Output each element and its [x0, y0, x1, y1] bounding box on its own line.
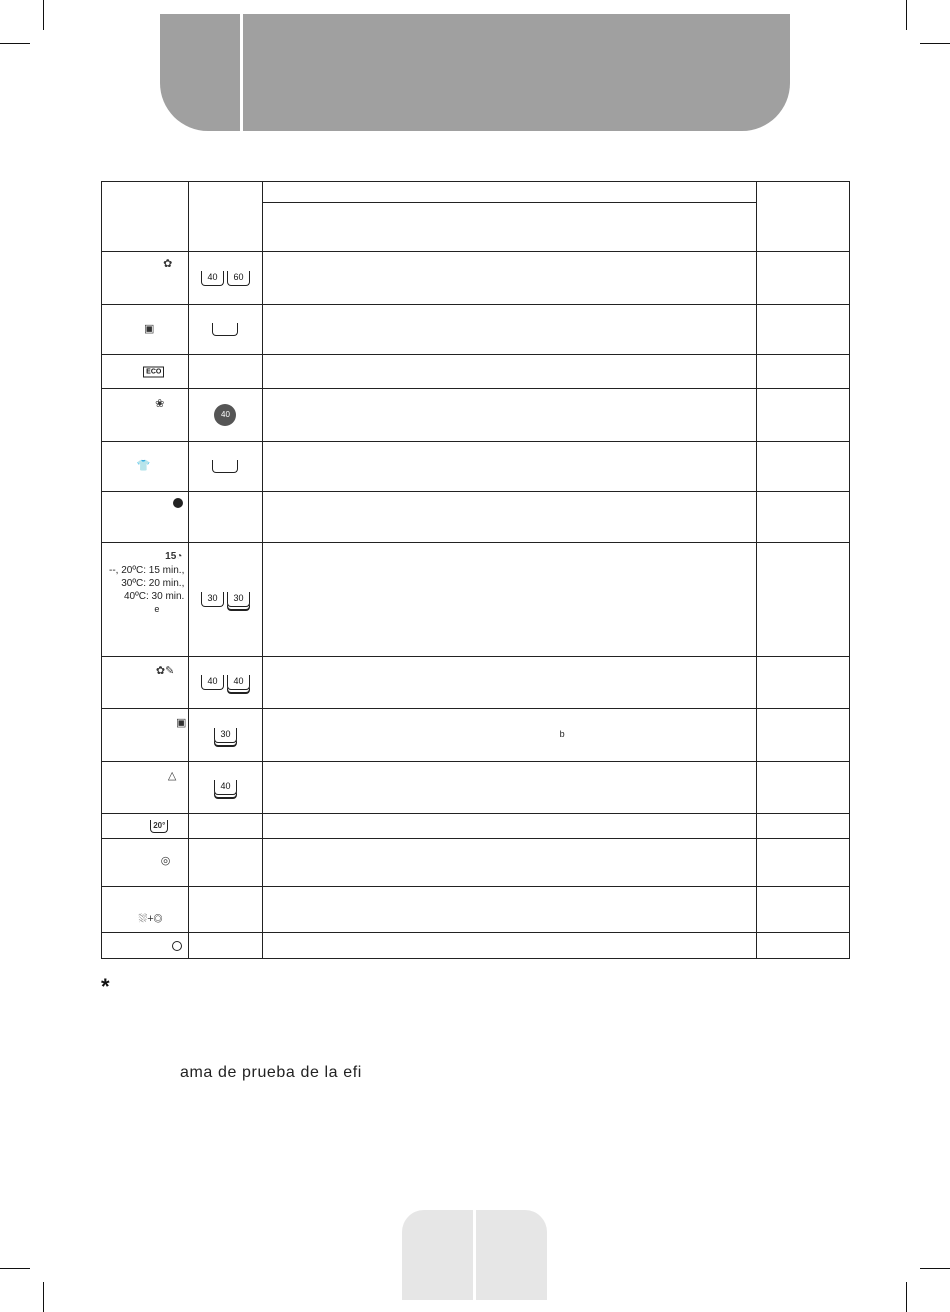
table-row [102, 839, 850, 887]
table-row [102, 709, 850, 762]
symbol-cell [189, 839, 262, 887]
description-cell [262, 762, 756, 814]
program-cell [102, 492, 189, 543]
header-cell-description [262, 182, 756, 203]
extra-cell [756, 762, 849, 814]
delicate-hand-icon: △ [167, 770, 177, 782]
table-row [102, 543, 850, 657]
quick-time-line: 30ºC: 20 min., [121, 578, 185, 589]
symbol-cell [189, 762, 262, 814]
table-row [102, 442, 850, 492]
description-cell [262, 657, 756, 709]
extra-cell [756, 657, 849, 709]
table-row [102, 762, 850, 814]
rinse-spin-plus: + [147, 913, 154, 925]
symbol-cell [189, 442, 262, 492]
header-cell-symbol [189, 182, 262, 252]
wash-60-icon: 60 [227, 271, 250, 286]
wash-tub-icon [212, 460, 238, 473]
wash-30-icon: 30 [201, 592, 224, 607]
spin-only-icon [172, 941, 182, 951]
mixed-icon: ✿✎ [155, 665, 175, 677]
program-cell [102, 442, 189, 492]
description-cell [262, 442, 756, 492]
extra-cell [756, 887, 849, 933]
footnote-letter: b [559, 729, 565, 739]
symbol-cell [189, 709, 262, 762]
symbol-cell [189, 355, 262, 389]
description-cell [262, 933, 756, 959]
symbol-cell [189, 389, 262, 442]
program-cell [102, 762, 189, 814]
delicate-icon: ▣ [175, 717, 187, 729]
quick-wash-times [102, 564, 184, 616]
extra-cell [756, 933, 849, 959]
description-cell [262, 887, 756, 933]
quick-time-note: e [154, 604, 160, 614]
program-cell [102, 355, 189, 389]
extra-cell [756, 442, 849, 492]
extra-cell [756, 389, 849, 442]
cotton-icon: ✿ [163, 258, 173, 270]
description-cell [262, 814, 756, 839]
synthetic-icon: ▣ [143, 323, 155, 335]
symbol-cell [189, 933, 262, 959]
drum-clean-icon: ◎ [160, 855, 171, 867]
symbol-cell [189, 814, 262, 839]
description-cell [262, 839, 756, 887]
program-cell [102, 709, 189, 762]
cold-20-icon: 20° [150, 820, 168, 833]
table-row [102, 305, 850, 355]
quick-time-line: 40ºC: 30 min. [123, 591, 185, 602]
wool-program-icon: ❀ [155, 398, 165, 410]
description-cell [262, 709, 756, 762]
program-cell [102, 305, 189, 355]
table-row [102, 814, 850, 839]
program-cell [102, 389, 189, 442]
header-tab-left [160, 14, 240, 131]
header-cell-extra [756, 182, 849, 252]
wash-tub-icon [212, 323, 238, 336]
symbol-cell [189, 887, 262, 933]
spin-program-icon [173, 498, 183, 508]
footnote-asterisk: * [101, 974, 110, 999]
eco-icon: ECO [143, 366, 164, 377]
wash-40-gentle-icon: 40 [214, 780, 237, 795]
header-cell-subdescription [262, 203, 756, 252]
description-cell [262, 305, 756, 355]
program-cell [102, 657, 189, 709]
description-cell [262, 355, 756, 389]
wash-30-gentle-icon: 30 [227, 592, 250, 607]
quick-15-label: 15 [165, 551, 177, 562]
quick-15-icon: 15◔ [165, 551, 183, 562]
table-row [102, 355, 850, 389]
crop-mark [906, 0, 907, 30]
table-row [102, 252, 850, 305]
table-row [102, 887, 850, 933]
program-cell [102, 839, 189, 887]
crop-mark [920, 1268, 950, 1269]
program-cell [102, 814, 189, 839]
description-cell [262, 252, 756, 305]
wash-40-icon: 40 [201, 271, 224, 286]
program-cell [102, 252, 189, 305]
symbol-cell [189, 657, 262, 709]
program-cell [102, 887, 189, 933]
crop-mark [43, 0, 44, 30]
table-row [102, 933, 850, 959]
wash-40-gentle-icon: 40 [227, 675, 250, 690]
program-table [101, 181, 850, 959]
symbol-cell [189, 543, 262, 657]
extra-cell [756, 709, 849, 762]
crop-mark [43, 1282, 44, 1312]
extra-cell [756, 355, 849, 389]
table-row [102, 389, 850, 442]
header-tab-right [243, 14, 790, 131]
footer-tab-left [402, 1210, 473, 1300]
quick-time-line: --, 20ºC: 15 min., [109, 565, 185, 576]
extra-cell [756, 543, 849, 657]
wash-30-gentle-icon: 30 [214, 728, 237, 743]
header-cell-program [102, 182, 189, 252]
table-row [102, 657, 850, 709]
extra-cell [756, 839, 849, 887]
footer-tab-right [476, 1210, 547, 1300]
program-cell [102, 543, 189, 657]
crop-mark [0, 43, 30, 44]
crop-mark [0, 1268, 30, 1269]
extra-cell [756, 252, 849, 305]
wool-mark-icon: 40 [214, 404, 236, 426]
extra-cell [756, 492, 849, 543]
symbol-cell [189, 252, 262, 305]
shirt-icon: 👕 [136, 460, 151, 472]
symbol-cell [189, 492, 262, 543]
description-cell [262, 492, 756, 543]
crop-mark [906, 1282, 907, 1312]
extra-cell [756, 305, 849, 355]
wash-40-icon: 40 [201, 675, 224, 690]
footnote-text: ama de prueba de la efi [180, 1064, 362, 1081]
extra-cell [756, 814, 849, 839]
table-header-row [102, 182, 850, 203]
description-cell [262, 389, 756, 442]
symbol-cell [189, 305, 262, 355]
table-row [102, 492, 850, 543]
description-cell [262, 543, 756, 657]
crop-mark [920, 43, 950, 44]
rinse-spin-icon: ⛆+◎ [138, 913, 163, 925]
program-cell [102, 933, 189, 959]
